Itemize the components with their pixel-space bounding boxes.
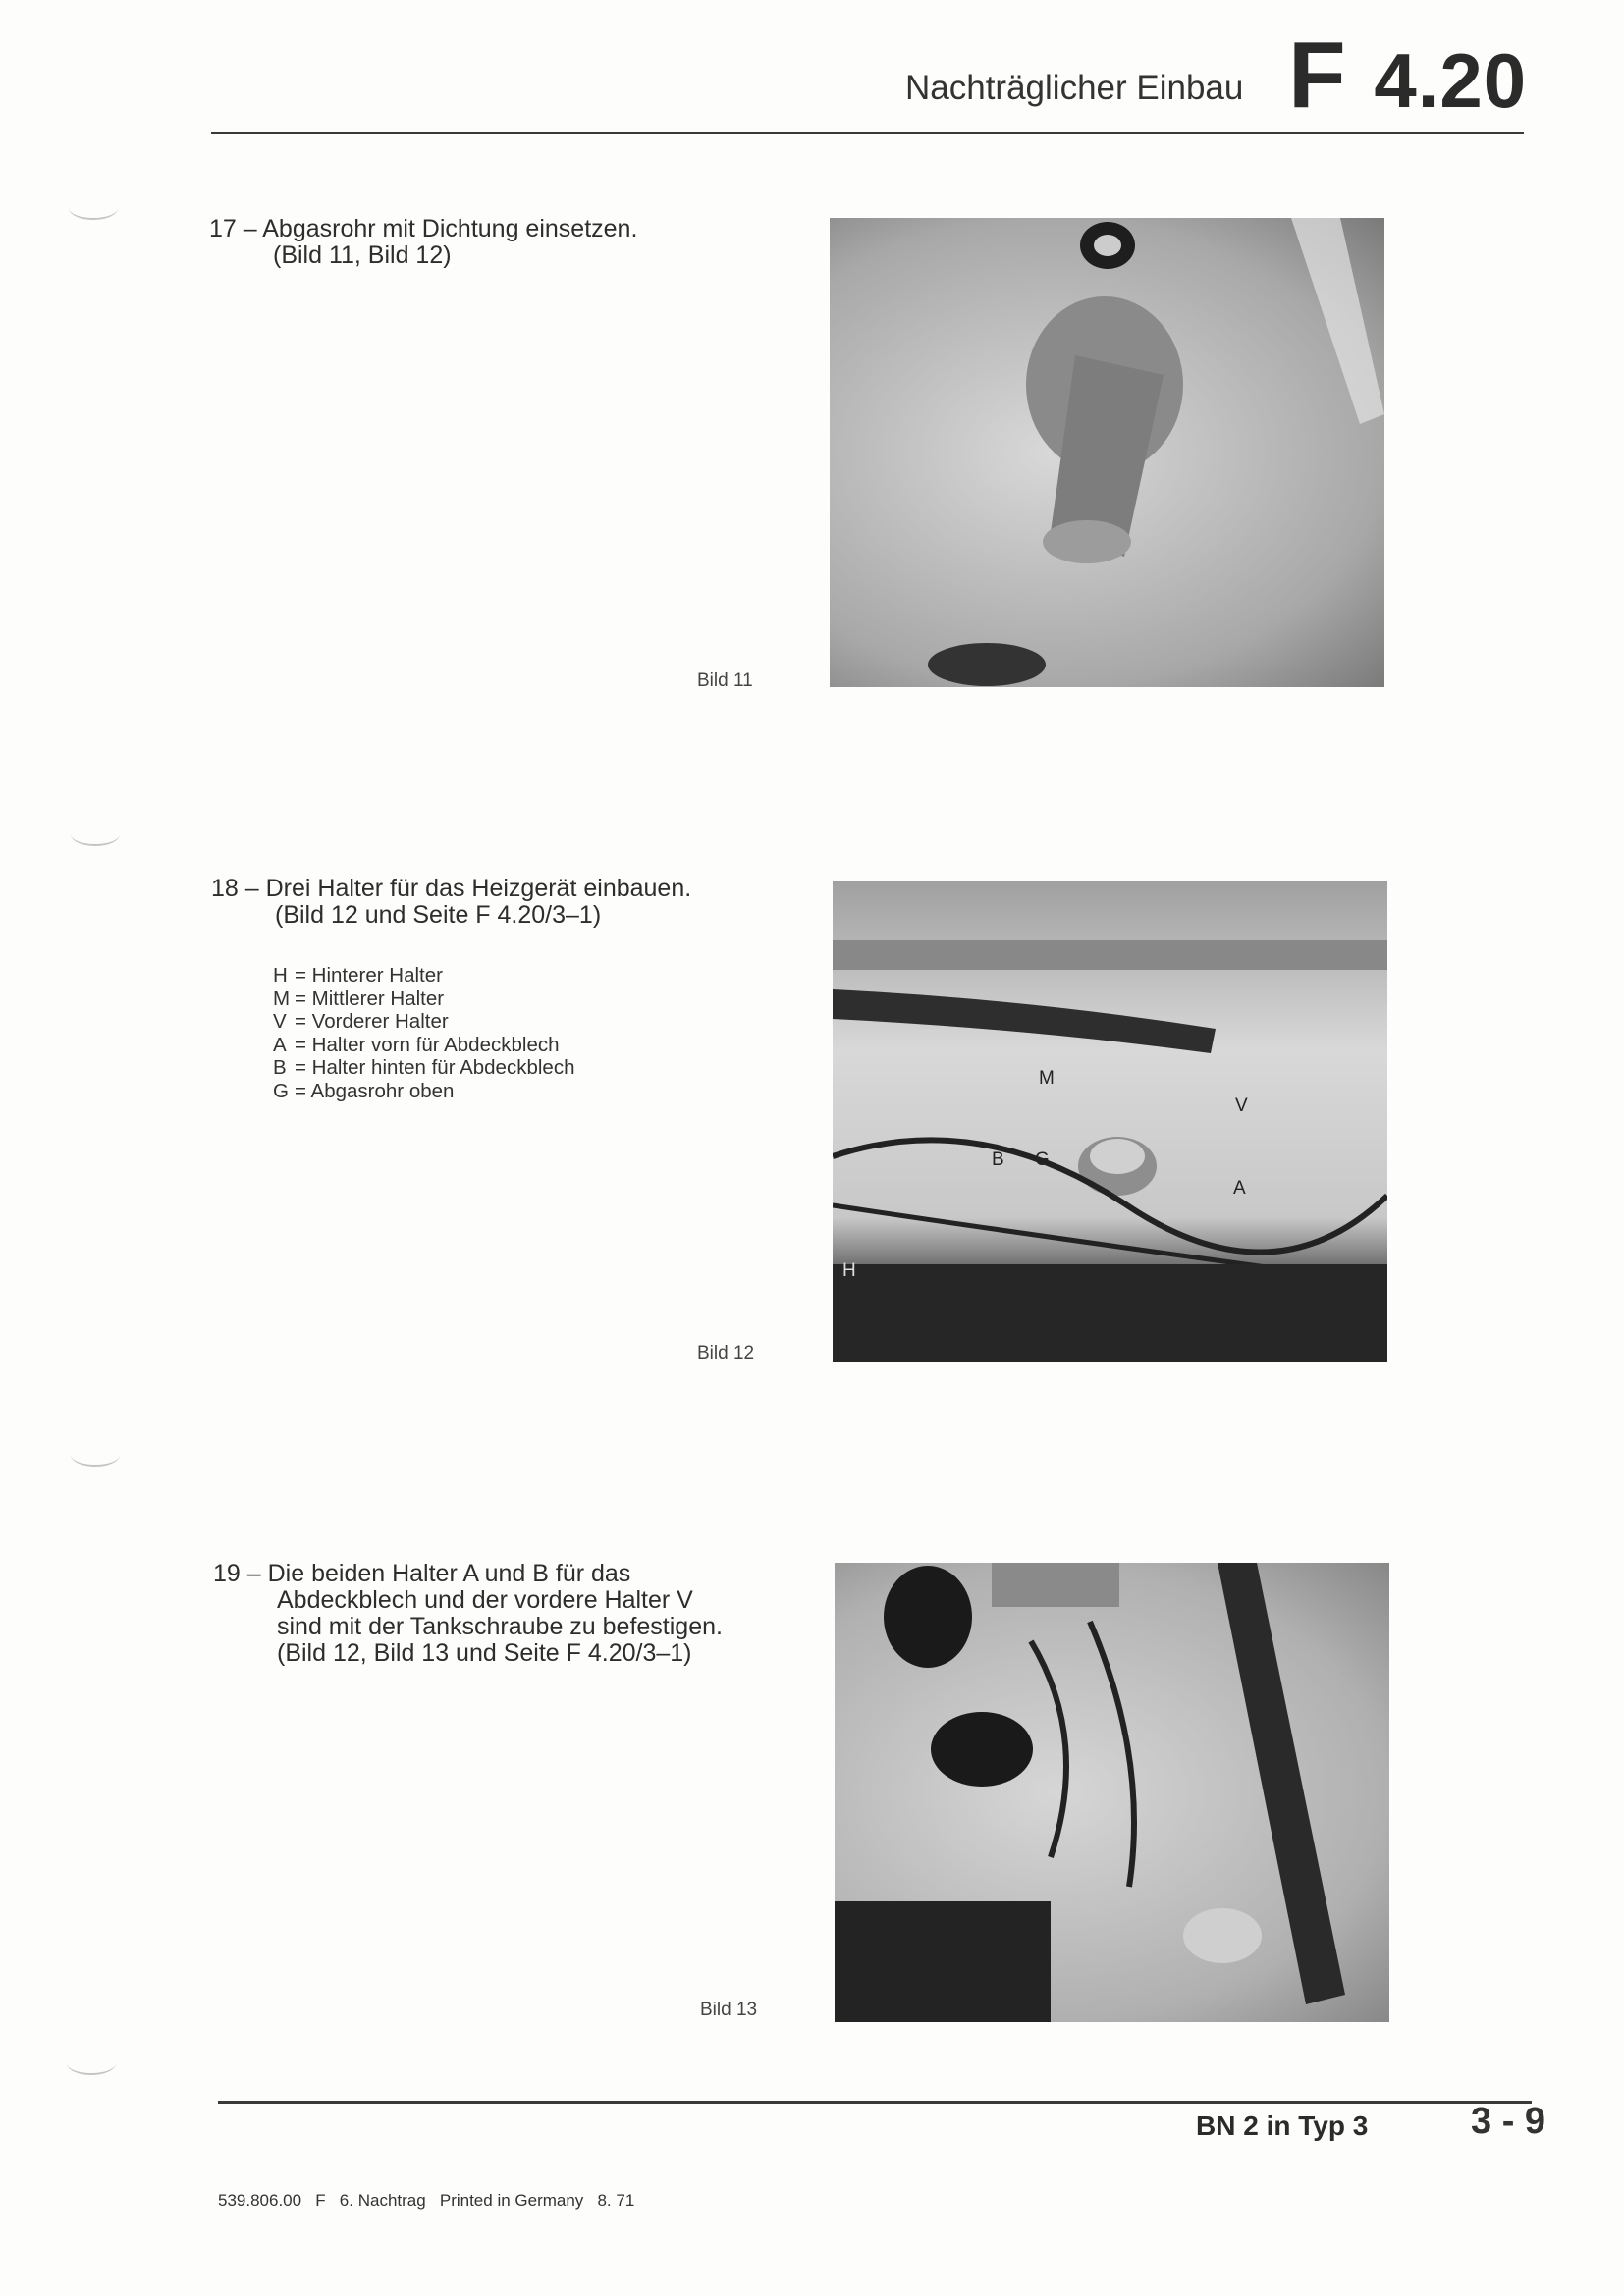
photo-label-b: B [992,1149,1004,1170]
header-rule [211,132,1524,134]
step-text: (Bild 12, Bild 13 und Seite F 4.20/3–1) [277,1639,692,1667]
legend-key: H [273,964,288,987]
legend-key: V [273,1010,287,1033]
caption-bild-13: Bild 13 [700,2000,758,2020]
exhaust-pipe-photo [830,218,1384,687]
footer-page-number: 3 - 9 [1471,2101,1546,2142]
step-text: (Bild 12 und Seite F 4.20/3–1) [275,901,602,929]
tank-area-photo [835,1563,1389,2022]
legend-item [273,964,574,988]
punch-hole-mark [71,823,120,846]
legend-item [273,1056,574,1080]
caption-bild-12: Bild 12 [697,1343,755,1363]
section-letter: F [1288,23,1347,128]
step-text: Abdeckblech und der vordere Halter V [277,1586,693,1614]
step-text: (Bild 11, Bild 12) [273,241,452,269]
page-header-title: Nachträglicher Einbau [905,69,1244,107]
legend-key: A [273,1033,287,1056]
step-text: sind mit der Tankschraube zu befestigen. [277,1613,723,1640]
legend-key: M [273,987,291,1010]
legend-text: = Halter vorn für Abdeckblech [295,1033,560,1056]
legend-item [273,988,574,1011]
step-text: Die beiden Halter A und B für das [267,1560,631,1587]
legend-item [273,1034,574,1057]
photo-label-h: H [842,1260,856,1281]
step-19 [213,1561,723,1667]
legend-text: = Mittlerer Halter [295,987,445,1010]
footer-imprint: 539.806.00 F 6. Nachtrag Printed in Germany 8. 71 [218,2191,635,2210]
legend-list [273,964,574,1102]
step-number: 18 – [211,875,259,902]
step-number: 17 – [209,215,257,242]
legend-text: = Abgasrohr oben [295,1079,455,1102]
section-code [1288,22,1527,130]
footer-model: BN 2 in Typ 3 [1196,2110,1369,2141]
legend-item [273,1010,574,1034]
photo-label-g: G [1035,1149,1050,1170]
step-number: 19 – [213,1560,261,1587]
step-17 [209,216,637,269]
legend-text: = Vorderer Halter [295,1010,449,1033]
caption-bild-11: Bild 11 [697,670,753,691]
legend-item [273,1080,574,1103]
photo-label-a: A [1233,1178,1246,1199]
punch-hole-mark [69,196,118,220]
step-text: Abgasrohr mit Dichtung einsetzen. [262,215,638,242]
step-text: Drei Halter für das Heizgerät einbauen. [265,875,692,902]
photo-bild-12 [833,881,1387,1362]
footer-rule [218,2101,1532,2104]
legend-text: = Hinterer Halter [295,964,443,987]
punch-hole-mark [71,1443,120,1467]
photo-label-m: M [1039,1068,1055,1089]
photo-bild-13 [835,1563,1389,2022]
section-number: 4.20 [1374,37,1528,124]
punch-hole-mark [67,2052,116,2075]
legend-key: B [273,1056,287,1079]
step-18 [211,876,691,929]
legend-key: G [273,1079,289,1102]
photo-label-v: V [1235,1095,1248,1116]
legend-text: = Halter hinten für Abdeckblech [295,1056,575,1079]
photo-bild-11 [830,218,1384,687]
heater-brackets-photo [833,881,1387,1362]
